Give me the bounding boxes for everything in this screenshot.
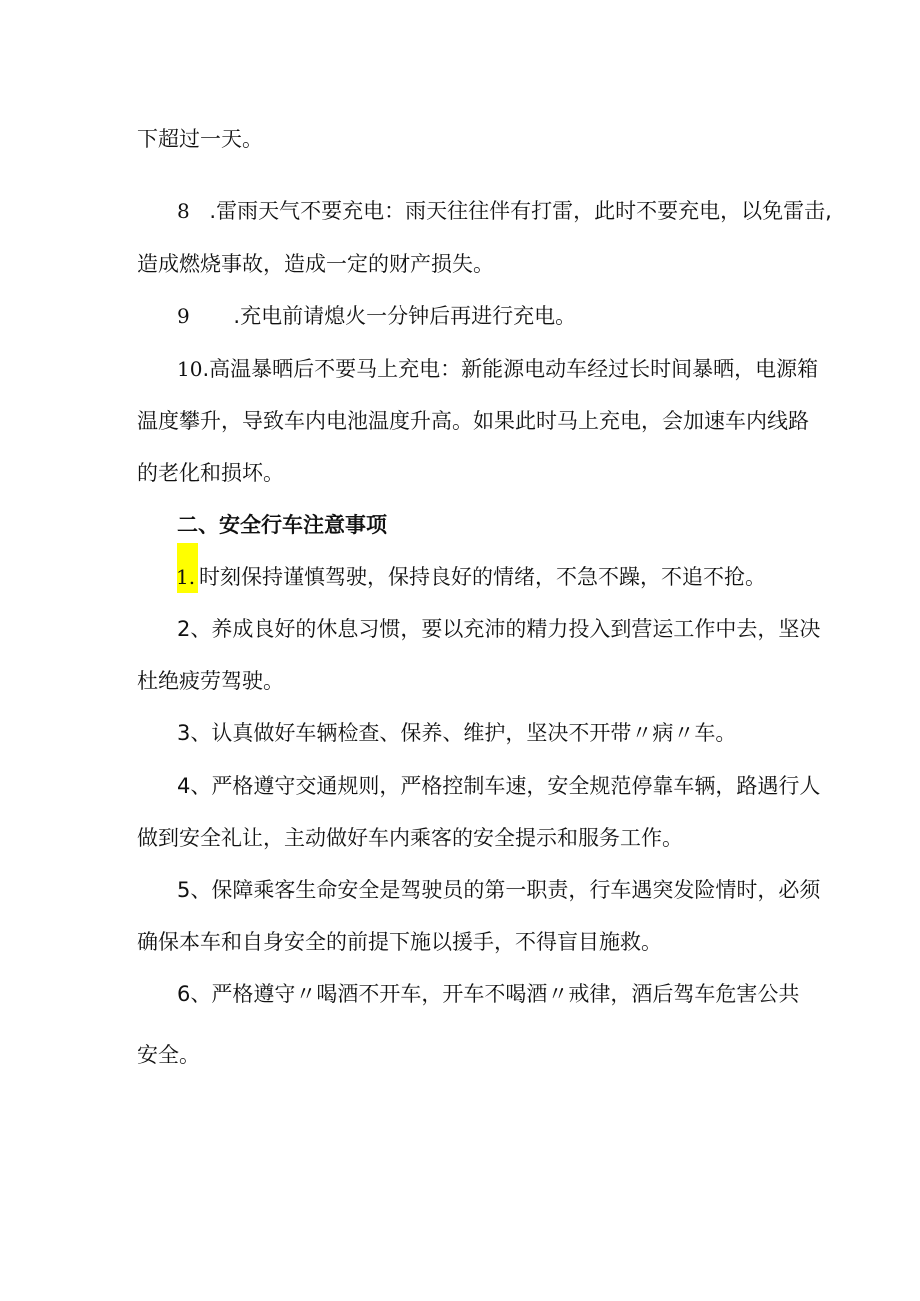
item-text: .雷雨天气不要充电：雨天往往伴有打雷，此时不要充电，以免雷击, [209, 199, 832, 223]
item-number: 8 [177, 199, 190, 223]
paragraph-line: 5、保障乘客生命安全是驾驶员的第一职责，行车遇突发险情时，必须 [177, 878, 821, 902]
paragraph-line: 的老化和损坏。 [137, 461, 284, 485]
paragraph-line: 杜绝疲劳驾驶。 [137, 669, 284, 693]
paragraph-line: 6、严格遵守〃喝酒不开车，开车不喝酒〃戒律，酒后驾车危害公共 [177, 982, 800, 1006]
paragraph-line [177, 354, 818, 384]
paragraph-line: 时刻保持谨慎驾驶，保持良好的情绪，不急不躁，不追不抢。 [199, 565, 766, 589]
item-text: .充电前请熄火一分钟后再进行充电。 [233, 304, 577, 328]
paragraph-line: 造成燃烧事故，造成一定的财产损失。 [137, 252, 494, 276]
item-number: 10 [177, 357, 203, 381]
paragraph-line: 温度攀升，导致车内电池温度升高。如果此时马上充电，会加速车内线路 [137, 409, 809, 433]
paragraph-line: 2、养成良好的休息习惯，要以充沛的精力投入到营运工作中去，坚决 [177, 617, 821, 641]
paragraph-line: 安全。 [137, 1043, 200, 1067]
paragraph-line: 确保本车和自身安全的前提下施以援手，不得盲目施救。 [137, 930, 662, 954]
paragraph-line: 做到安全礼让，主动做好车内乘客的安全提示和服务工作。 [137, 826, 683, 850]
item-number: 9 [177, 304, 190, 328]
section-heading: 二、安全行车注意事项 [177, 513, 387, 537]
paragraph-line [177, 301, 576, 331]
paragraph-line: 4、严格遵守交通规则，严格控制车速，安全规范停靠车辆，路遇行人 [177, 774, 821, 798]
paragraph-line [177, 196, 832, 226]
paragraph-line: 3、认真做好车辆检查、保养、维护，坚决不开带〃病〃车。 [177, 721, 737, 745]
item-number: 1. [176, 565, 196, 589]
paragraph-line: 下超过一天。 [137, 127, 263, 151]
item-text: .高温暴晒后不要马上充电：新能源电动车经过长时间暴晒，电源箱 [202, 357, 819, 381]
